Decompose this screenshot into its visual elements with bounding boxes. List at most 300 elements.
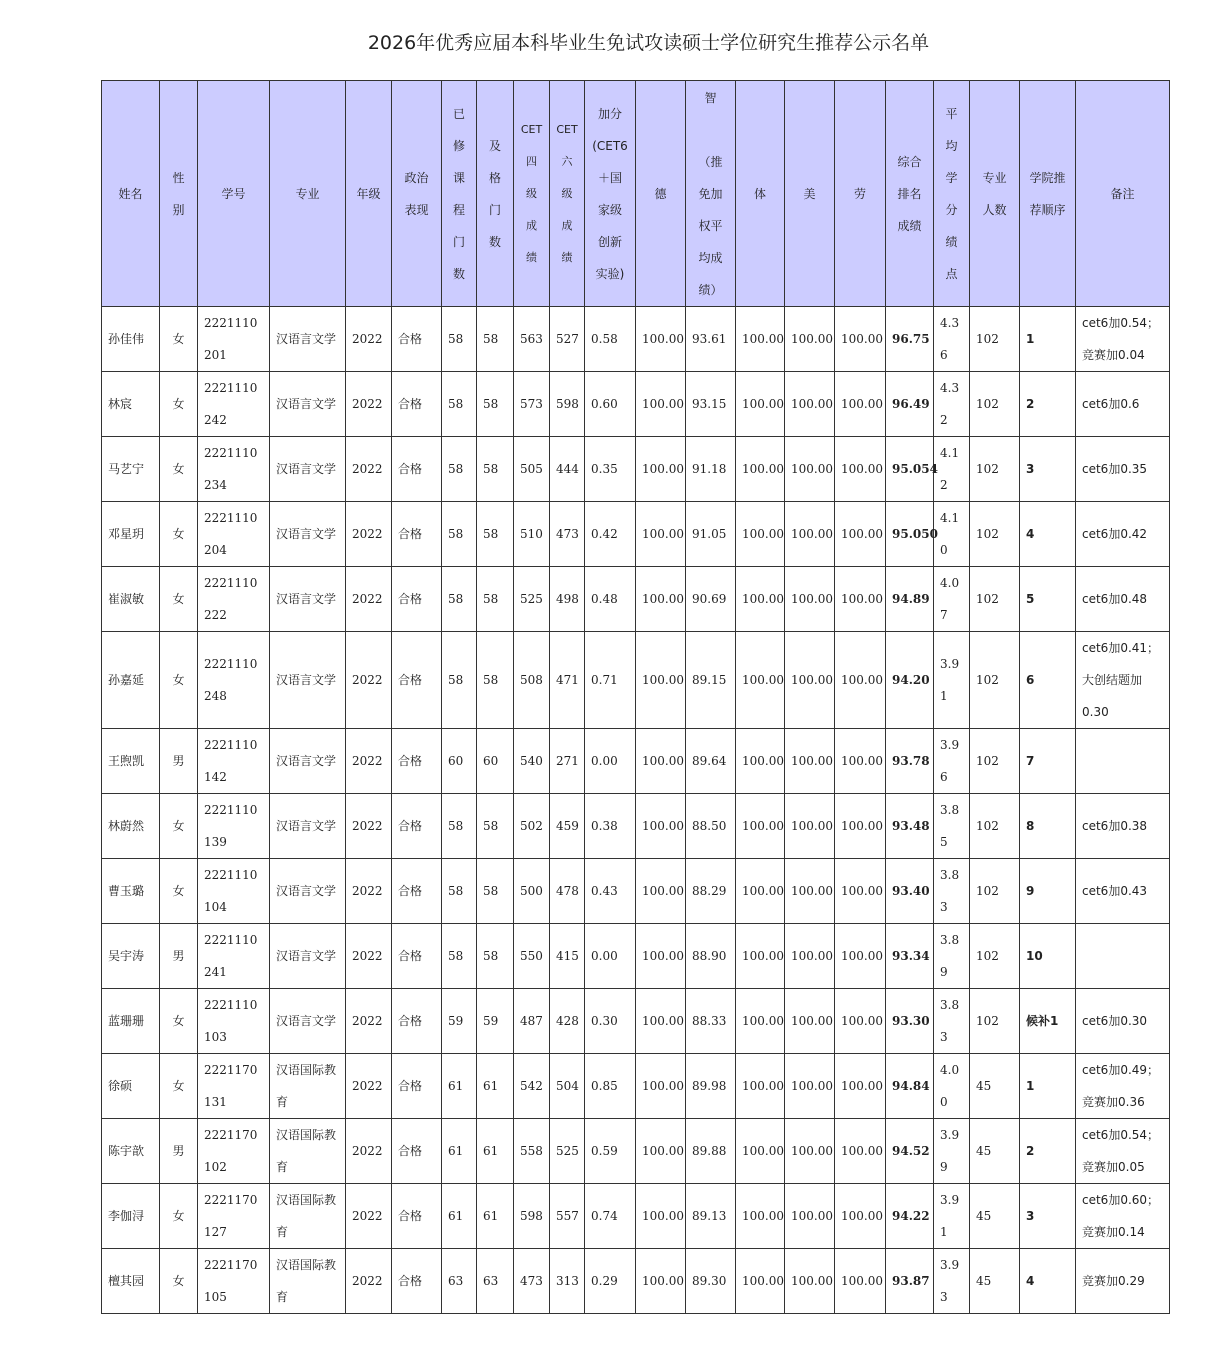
cell-ti: 100.00 [736,307,785,372]
cell-overall: 93.48 [886,794,934,859]
cell-ti: 100.00 [736,502,785,567]
cell-political: 合格 [392,437,442,502]
cell-gender: 女 [160,989,198,1054]
cell-political: 合格 [392,989,442,1054]
cell-political: 合格 [392,729,442,794]
cell-gender: 女 [160,567,198,632]
cell-grade: 2022 [346,1119,392,1184]
cell-major: 汉语言文学 [270,502,346,567]
header-zhi: 智 （推 免加 权平 均成 绩） [686,81,736,307]
cell-courses-taken: 58 [442,632,477,729]
cell-courses-taken: 63 [442,1249,477,1314]
cell-student-id: 2221170127 [198,1184,270,1249]
cell-name: 马艺宁 [102,437,160,502]
cell-student-id: 2221110241 [198,924,270,989]
cell-major: 汉语言文学 [270,729,346,794]
table-row [102,502,1170,567]
cell-name: 徐硕 [102,1054,160,1119]
cell-student-id: 2221110242 [198,372,270,437]
table-row [102,794,1170,859]
cell-overall: 94.52 [886,1119,934,1184]
cell-student-id: 2221110201 [198,307,270,372]
cell-name: 陈宇歆 [102,1119,160,1184]
cell-recommend-order: 9 [1020,859,1076,924]
cell-zhi: 89.98 [686,1054,736,1119]
cell-political: 合格 [392,1119,442,1184]
cell-zhi: 88.29 [686,859,736,924]
cell-recommend-order: 10 [1020,924,1076,989]
cell-cet6: 313 [550,1249,585,1314]
cell-mei: 100.00 [785,1249,835,1314]
table-row [102,307,1170,372]
header-major: 专业 [270,81,346,307]
cell-recommend-order: 1 [1020,307,1076,372]
cell-student-id: 2221110204 [198,502,270,567]
cell-major-count: 102 [970,989,1020,1054]
cell-major-count: 102 [970,307,1020,372]
cell-cet4: 505 [514,437,550,502]
cell-mei: 100.00 [785,1119,835,1184]
cell-bonus: 0.42 [585,502,636,567]
cell-overall: 93.78 [886,729,934,794]
cell-overall: 96.75 [886,307,934,372]
cell-bonus: 0.30 [585,989,636,1054]
cell-courses-taken: 58 [442,502,477,567]
cell-name: 曹玉璐 [102,859,160,924]
cell-name: 孙嘉延 [102,632,160,729]
cell-passed: 58 [477,859,514,924]
cell-lao: 100.00 [835,794,886,859]
cell-cet6: 525 [550,1119,585,1184]
cell-de: 100.00 [636,1184,686,1249]
cell-zhi: 89.88 [686,1119,736,1184]
cell-cet6: 471 [550,632,585,729]
cell-overall: 94.22 [886,1184,934,1249]
cell-major-count: 45 [970,1054,1020,1119]
cell-remarks [1076,729,1170,794]
cell-passed: 61 [477,1119,514,1184]
cell-gpa: 4.32 [934,372,970,437]
cell-gpa: 3.85 [934,794,970,859]
cell-bonus: 0.60 [585,372,636,437]
cell-lao: 100.00 [835,372,886,437]
cell-grade: 2022 [346,989,392,1054]
cell-major-count: 102 [970,502,1020,567]
cell-cet4: 550 [514,924,550,989]
cell-remarks: cet6加0.54；竞赛加0.05 [1076,1119,1170,1184]
cell-zhi: 88.90 [686,924,736,989]
cell-remarks: cet6加0.42 [1076,502,1170,567]
cell-passed: 63 [477,1249,514,1314]
cell-lao: 100.00 [835,924,886,989]
cell-courses-taken: 58 [442,567,477,632]
cell-lao: 100.00 [835,502,886,567]
table-row [102,859,1170,924]
cell-student-id: 2221170131 [198,1054,270,1119]
cell-remarks: cet6加0.38 [1076,794,1170,859]
header-major-count: 专业 人数 [970,81,1020,307]
cell-mei: 100.00 [785,729,835,794]
cell-major: 汉语国际教育 [270,1054,346,1119]
cell-student-id: 2221110139 [198,794,270,859]
cell-name: 蓝珊珊 [102,989,160,1054]
cell-gpa: 3.89 [934,924,970,989]
header-political: 政治 表现 [392,81,442,307]
cell-major: 汉语国际教育 [270,1249,346,1314]
cell-bonus: 0.85 [585,1054,636,1119]
cell-political: 合格 [392,924,442,989]
cell-mei: 100.00 [785,859,835,924]
cell-major: 汉语言文学 [270,632,346,729]
cell-zhi: 91.05 [686,502,736,567]
cell-major: 汉语国际教育 [270,1119,346,1184]
cell-zhi: 90.69 [686,567,736,632]
cell-cet4: 487 [514,989,550,1054]
cell-ti: 100.00 [736,1054,785,1119]
cell-gender: 男 [160,924,198,989]
page-title: 2026年优秀应届本科毕业生免试攻读硕士学位研究生推荐公示名单 [367,32,930,54]
header-gpa: 平 均 学 分 绩 点 [934,81,970,307]
cell-ti: 100.00 [736,794,785,859]
cell-ti: 100.00 [736,859,785,924]
header-mei: 美 [785,81,835,307]
cell-lao: 100.00 [835,567,886,632]
cell-gender: 女 [160,372,198,437]
cell-political: 合格 [392,307,442,372]
cell-name: 王煦凯 [102,729,160,794]
cell-mei: 100.00 [785,1184,835,1249]
cell-recommend-order: 7 [1020,729,1076,794]
cell-courses-taken: 58 [442,372,477,437]
cell-bonus: 0.48 [585,567,636,632]
cell-ti: 100.00 [736,1184,785,1249]
cell-major-count: 45 [970,1119,1020,1184]
cell-major-count: 102 [970,924,1020,989]
cell-gpa: 4.36 [934,307,970,372]
cell-cet4: 473 [514,1249,550,1314]
cell-cet6: 473 [550,502,585,567]
cell-mei: 100.00 [785,632,835,729]
cell-gender: 男 [160,1119,198,1184]
cell-cet4: 563 [514,307,550,372]
cell-major-count: 102 [970,859,1020,924]
header-de: 德 [636,81,686,307]
cell-ti: 100.00 [736,1119,785,1184]
cell-recommend-order: 4 [1020,1249,1076,1314]
cell-passed: 61 [477,1054,514,1119]
header-bonus: 加分 (CET6 ＋国 家级 创新 实验) [585,81,636,307]
cell-remarks: cet6加0.43 [1076,859,1170,924]
cell-grade: 2022 [346,307,392,372]
cell-recommend-order: 3 [1020,437,1076,502]
cell-grade: 2022 [346,729,392,794]
cell-grade: 2022 [346,1054,392,1119]
cell-gender: 女 [160,1184,198,1249]
cell-overall: 94.89 [886,567,934,632]
cell-grade: 2022 [346,924,392,989]
cell-major-count: 45 [970,1184,1020,1249]
cell-courses-taken: 60 [442,729,477,794]
cell-major: 汉语言文学 [270,794,346,859]
cell-courses-taken: 58 [442,437,477,502]
cell-bonus: 0.38 [585,794,636,859]
cell-cet4: 540 [514,729,550,794]
cell-political: 合格 [392,859,442,924]
cell-grade: 2022 [346,859,392,924]
cell-cet6: 444 [550,437,585,502]
cell-mei: 100.00 [785,567,835,632]
recommendation-table [101,80,1170,1314]
cell-overall: 93.87 [886,1249,934,1314]
cell-major: 汉语言文学 [270,567,346,632]
header-name: 姓名 [102,81,160,307]
cell-student-id: 2221110104 [198,859,270,924]
cell-remarks: cet6加0.48 [1076,567,1170,632]
cell-zhi: 89.15 [686,632,736,729]
cell-recommend-order: 5 [1020,567,1076,632]
cell-overall: 94.84 [886,1054,934,1119]
cell-gpa: 3.99 [934,1119,970,1184]
cell-mei: 100.00 [785,794,835,859]
cell-bonus: 0.59 [585,1119,636,1184]
table-row [102,1249,1170,1314]
cell-gender: 女 [160,859,198,924]
cell-recommend-order: 6 [1020,632,1076,729]
cell-grade: 2022 [346,372,392,437]
cell-ti: 100.00 [736,437,785,502]
cell-remarks: cet6加0.35 [1076,437,1170,502]
header-ti: 体 [736,81,785,307]
table-row [102,1054,1170,1119]
cell-cet4: 500 [514,859,550,924]
cell-passed: 58 [477,794,514,859]
cell-mei: 100.00 [785,502,835,567]
cell-recommend-order: 1 [1020,1054,1076,1119]
table-row [102,632,1170,729]
cell-cet4: 542 [514,1054,550,1119]
cell-political: 合格 [392,1184,442,1249]
cell-name: 孙佳伟 [102,307,160,372]
cell-lao: 100.00 [835,307,886,372]
cell-cet6: 478 [550,859,585,924]
cell-gpa: 3.91 [934,1184,970,1249]
cell-gpa: 3.83 [934,859,970,924]
cell-cet6: 527 [550,307,585,372]
cell-gender: 女 [160,307,198,372]
cell-remarks: cet6加0.54；竞赛加0.04 [1076,307,1170,372]
cell-bonus: 0.74 [585,1184,636,1249]
cell-name: 檀其园 [102,1249,160,1314]
cell-gpa: 3.96 [934,729,970,794]
cell-student-id: 2221110142 [198,729,270,794]
cell-student-id: 2221110222 [198,567,270,632]
cell-passed: 58 [477,502,514,567]
cell-cet4: 558 [514,1119,550,1184]
cell-cet6: 598 [550,372,585,437]
header-passed: 及 格 门 数 [477,81,514,307]
cell-courses-taken: 58 [442,924,477,989]
cell-passed: 60 [477,729,514,794]
cell-political: 合格 [392,794,442,859]
cell-ti: 100.00 [736,632,785,729]
cell-zhi: 88.33 [686,989,736,1054]
cell-de: 100.00 [636,1249,686,1314]
cell-lao: 100.00 [835,1054,886,1119]
table-row [102,372,1170,437]
cell-remarks [1076,924,1170,989]
cell-de: 100.00 [636,632,686,729]
cell-gender: 男 [160,729,198,794]
cell-recommend-order: 3 [1020,1184,1076,1249]
cell-cet4: 573 [514,372,550,437]
cell-de: 100.00 [636,502,686,567]
cell-political: 合格 [392,1054,442,1119]
cell-de: 100.00 [636,859,686,924]
cell-zhi: 89.30 [686,1249,736,1314]
cell-de: 100.00 [636,437,686,502]
header-cet4: CET 四 级 成 绩 [514,81,550,307]
cell-student-id: 2221170102 [198,1119,270,1184]
cell-political: 合格 [392,632,442,729]
cell-de: 100.00 [636,924,686,989]
cell-bonus: 0.43 [585,859,636,924]
cell-de: 100.00 [636,794,686,859]
cell-cet4: 598 [514,1184,550,1249]
cell-grade: 2022 [346,632,392,729]
cell-grade: 2022 [346,1249,392,1314]
cell-de: 100.00 [636,1119,686,1184]
cell-ti: 100.00 [736,567,785,632]
cell-name: 吴宇涛 [102,924,160,989]
table-row [102,989,1170,1054]
cell-courses-taken: 61 [442,1054,477,1119]
cell-grade: 2022 [346,567,392,632]
header-grade: 年级 [346,81,392,307]
cell-student-id: 2221110248 [198,632,270,729]
cell-major: 汉语言文学 [270,372,346,437]
cell-remarks: 竞赛加0.29 [1076,1249,1170,1314]
cell-cet6: 557 [550,1184,585,1249]
header-lao: 劳 [835,81,886,307]
cell-overall: 96.49 [886,372,934,437]
cell-mei: 100.00 [785,372,835,437]
table-row [102,924,1170,989]
cell-de: 100.00 [636,989,686,1054]
cell-gender: 女 [160,794,198,859]
cell-cet6: 504 [550,1054,585,1119]
cell-gpa: 4.00 [934,1054,970,1119]
cell-recommend-order: 候补1 [1020,989,1076,1054]
cell-name: 林宸 [102,372,160,437]
cell-major-count: 102 [970,729,1020,794]
cell-gpa: 3.91 [934,632,970,729]
header-overall: 综合 排名 成绩 [886,81,934,307]
cell-remarks: cet6加0.49；竞赛加0.36 [1076,1054,1170,1119]
cell-mei: 100.00 [785,437,835,502]
cell-mei: 100.00 [785,924,835,989]
cell-major: 汉语言文学 [270,989,346,1054]
cell-major-count: 102 [970,567,1020,632]
cell-remarks: cet6加0.30 [1076,989,1170,1054]
cell-major-count: 102 [970,372,1020,437]
table-row [102,1184,1170,1249]
cell-mei: 100.00 [785,307,835,372]
table-row [102,729,1170,794]
cell-zhi: 91.18 [686,437,736,502]
cell-ti: 100.00 [736,1249,785,1314]
cell-grade: 2022 [346,794,392,859]
cell-gender: 女 [160,437,198,502]
cell-name: 李伽浔 [102,1184,160,1249]
cell-cet6: 428 [550,989,585,1054]
cell-lao: 100.00 [835,989,886,1054]
cell-grade: 2022 [346,1184,392,1249]
cell-remarks: cet6加0.60；竞赛加0.14 [1076,1184,1170,1249]
cell-recommend-order: 2 [1020,1119,1076,1184]
cell-cet4: 502 [514,794,550,859]
cell-bonus: 0.58 [585,307,636,372]
cell-lao: 100.00 [835,437,886,502]
cell-courses-taken: 58 [442,794,477,859]
cell-de: 100.00 [636,729,686,794]
cell-gpa: 4.07 [934,567,970,632]
cell-passed: 58 [477,567,514,632]
cell-major-count: 45 [970,1249,1020,1314]
cell-major: 汉语言文学 [270,307,346,372]
cell-zhi: 88.50 [686,794,736,859]
header-gender: 性 别 [160,81,198,307]
cell-major-count: 102 [970,632,1020,729]
cell-remarks: cet6加0.41；大创结题加0.30 [1076,632,1170,729]
cell-lao: 100.00 [835,729,886,794]
cell-recommend-order: 4 [1020,502,1076,567]
cell-major: 汉语国际教育 [270,1184,346,1249]
cell-cet6: 498 [550,567,585,632]
cell-bonus: 0.00 [585,729,636,794]
cell-major: 汉语言文学 [270,437,346,502]
cell-mei: 100.00 [785,989,835,1054]
cell-overall: 93.30 [886,989,934,1054]
cell-passed: 58 [477,437,514,502]
cell-political: 合格 [392,567,442,632]
cell-cet6: 415 [550,924,585,989]
cell-name: 邓星玥 [102,502,160,567]
cell-political: 合格 [392,502,442,567]
cell-courses-taken: 61 [442,1184,477,1249]
cell-major: 汉语言文学 [270,859,346,924]
cell-courses-taken: 58 [442,859,477,924]
cell-passed: 58 [477,307,514,372]
cell-student-id: 2221110234 [198,437,270,502]
cell-courses-taken: 61 [442,1119,477,1184]
cell-cet6: 271 [550,729,585,794]
cell-de: 100.00 [636,372,686,437]
cell-gpa: 3.93 [934,1249,970,1314]
cell-lao: 100.00 [835,1184,886,1249]
cell-passed: 61 [477,1184,514,1249]
cell-cet4: 510 [514,502,550,567]
cell-overall: 95.050 [886,502,934,567]
cell-name: 林蔚然 [102,794,160,859]
cell-recommend-order: 8 [1020,794,1076,859]
cell-cet6: 459 [550,794,585,859]
cell-zhi: 89.13 [686,1184,736,1249]
cell-major: 汉语言文学 [270,924,346,989]
cell-overall: 94.20 [886,632,934,729]
cell-student-id: 2221110103 [198,989,270,1054]
cell-zhi: 89.64 [686,729,736,794]
cell-cet4: 525 [514,567,550,632]
